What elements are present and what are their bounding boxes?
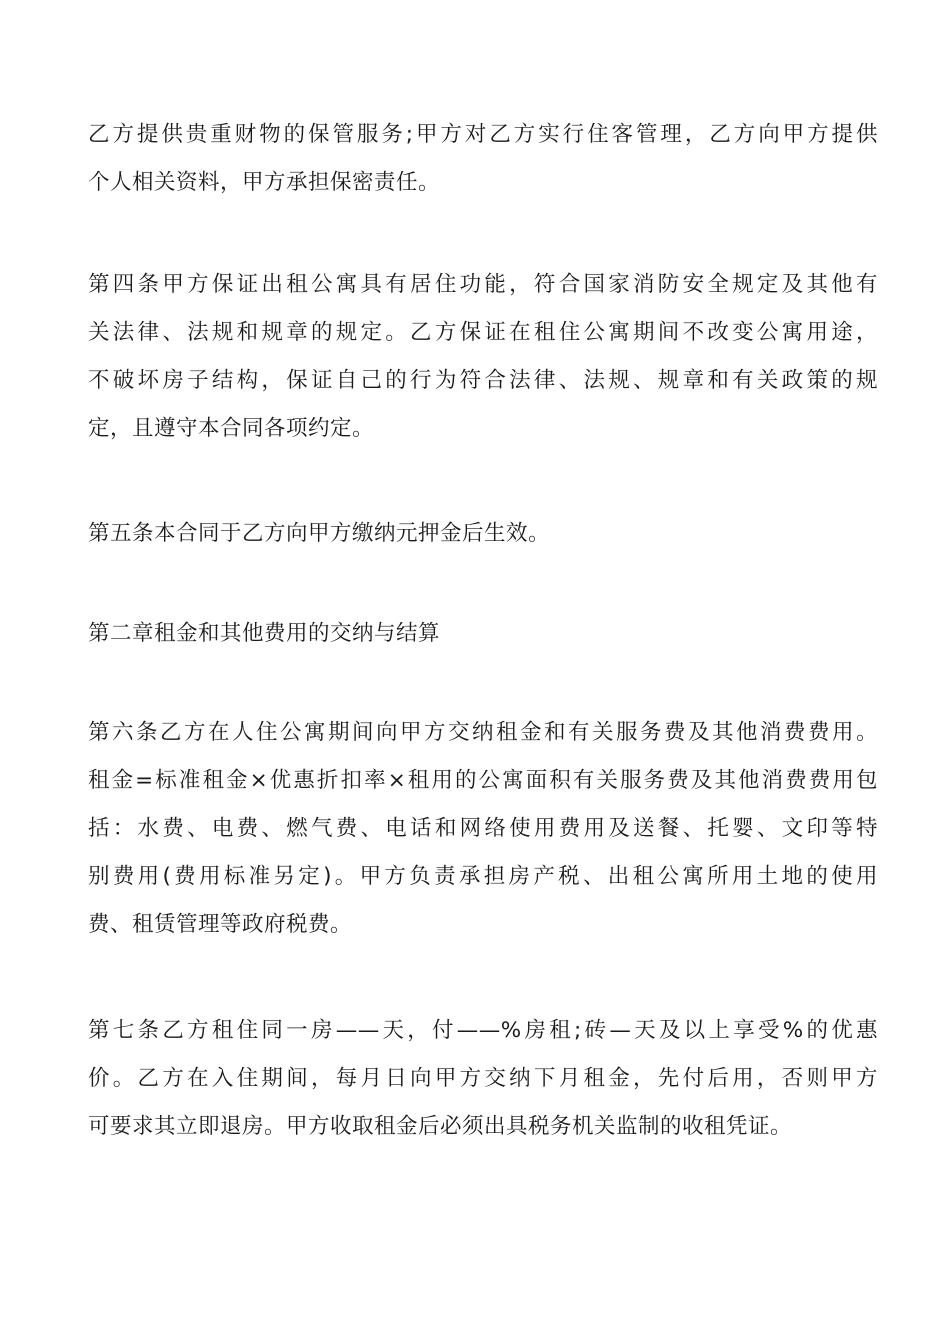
text-line: 第六条乙方在人住公寓期间向甲方交纳租金和有关服务费及其他消费费用。	[88, 720, 878, 745]
text-line: 乙方提供贵重财物的保管服务;甲方对乙方实行住客管理，乙方向甲方提供	[88, 122, 878, 147]
text-line: 可要求其立即退房。甲方收取租金后必须出具税务机关监制的收租凭证。	[88, 1114, 793, 1139]
text-line: 关法律、法规和规章的规定。乙方保证在租住公寓期间不改变公寓用途，	[88, 320, 878, 345]
chapter-heading	[88, 610, 878, 658]
text-line: 价。乙方在入住期间，每月日向甲方交纳下月租金，先付后用，否则甲方	[88, 1066, 878, 1091]
text-line: 定，且遵守本合同各项约定。	[88, 416, 375, 441]
text-line: 租金=标准租金×优惠折扣率×租用的公寓面积有关服务费及其他消费费用包	[88, 768, 878, 793]
paragraph-article-7	[88, 1007, 878, 1151]
paragraph-article-4	[88, 261, 878, 453]
text-line: 第七条乙方租住同一房——天，付——%房租;砖—天及以上享受%的优惠	[88, 1018, 878, 1043]
paragraph-article-6	[88, 709, 878, 949]
text-line: 第四条甲方保证出租公寓具有居住功能，符合国家消防安全规定及其他有	[88, 272, 878, 297]
text-line: 第五条本合同于乙方向甲方缴纳元押金后生效。	[88, 521, 551, 546]
paragraph-article-5	[88, 510, 878, 558]
text-line: 个人相关资料，甲方承担保密责任。	[88, 170, 441, 195]
text-line: 括：水费、电费、燃气费、电话和网络使用费用及送餐、托婴、文印等特	[88, 816, 878, 841]
text-line: 不破坏房子结构，保证自己的行为符合法律、法规、规章和有关政策的规	[88, 368, 878, 393]
text-line: 别费用(费用标准另定)。甲方负责承担房产税、出租公寓所用土地的使用	[88, 864, 878, 889]
paragraph-custody-service	[88, 111, 878, 207]
text-line: 费、租赁管理等政府税费。	[88, 912, 353, 937]
text-line: 第二章租金和其他费用的交纳与结算	[88, 621, 441, 646]
